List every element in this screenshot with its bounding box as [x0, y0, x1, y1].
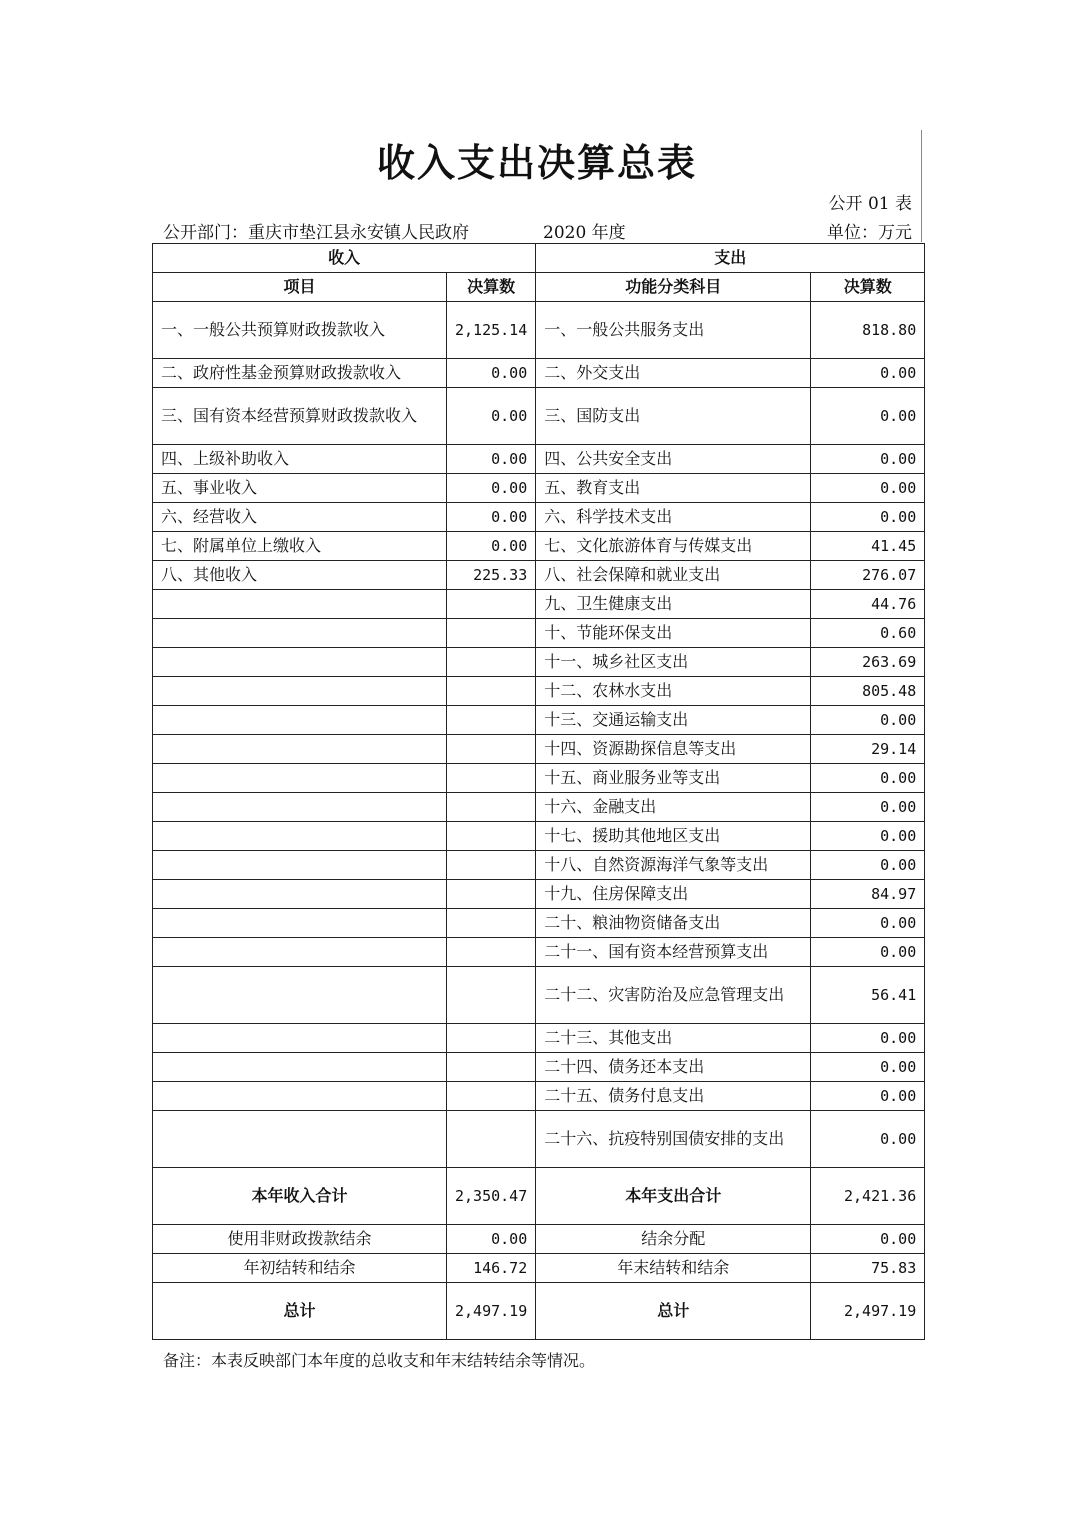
income-amount — [447, 967, 536, 1024]
income-item: 五、事业收入 — [153, 474, 447, 503]
income-item — [153, 938, 447, 967]
income-item — [153, 619, 447, 648]
expense-item: 二十、粮油物资储备支出 — [536, 909, 811, 938]
func-header: 功能分类科目 — [536, 273, 811, 302]
table-row — [153, 967, 925, 1024]
income-amount — [447, 822, 536, 851]
expense-item: 四、公共安全支出 — [536, 445, 811, 474]
income-item: 二、政府性基金预算财政拨款收入 — [153, 359, 447, 388]
expense-amount: 805.48 — [811, 677, 925, 706]
amount2-header: 决算数 — [811, 273, 925, 302]
income-amount — [447, 764, 536, 793]
income-amount: 2,125.14 — [447, 302, 536, 359]
expense-amount: 0.00 — [811, 706, 925, 735]
income-item — [153, 764, 447, 793]
section-header-row — [153, 244, 925, 273]
income-header: 收入 — [153, 244, 536, 273]
table-row — [153, 359, 925, 388]
income-item: 七、附属单位上缴收入 — [153, 532, 447, 561]
income-item: 八、其他收入 — [153, 561, 447, 590]
expense-amount: 0.60 — [811, 619, 925, 648]
expense-item: 九、卫生健康支出 — [536, 590, 811, 619]
income-amount — [447, 1111, 536, 1168]
summary-row — [153, 1283, 925, 1340]
income-amount — [447, 1053, 536, 1082]
expense-amount: 0.00 — [811, 851, 925, 880]
income-amount — [447, 590, 536, 619]
expense-amount: 276.07 — [811, 561, 925, 590]
expense-item: 八、社会保障和就业支出 — [536, 561, 811, 590]
income-item — [153, 1024, 447, 1053]
income-item — [153, 822, 447, 851]
income-amount — [447, 1082, 536, 1111]
table-row — [153, 677, 925, 706]
page-title: 收入支出决算总表 — [376, 140, 697, 185]
table-row — [153, 1053, 925, 1082]
expense-item: 十六、金融支出 — [536, 793, 811, 822]
income-amount — [447, 619, 536, 648]
table-number: 公开 01 表 — [828, 194, 912, 214]
expense-item: 三、国防支出 — [536, 388, 811, 445]
income-item — [153, 706, 447, 735]
expense-item: 十八、自然资源海洋气象等支出 — [536, 851, 811, 880]
expense-item: 二十五、债务付息支出 — [536, 1082, 811, 1111]
table-row — [153, 851, 925, 880]
expense-amount: 0.00 — [811, 503, 925, 532]
income-amount — [447, 909, 536, 938]
income-amount: 0.00 — [447, 1225, 536, 1254]
table-row — [153, 793, 925, 822]
income-amount: 146.72 — [447, 1254, 536, 1283]
expense-item: 十四、资源勘探信息等支出 — [536, 735, 811, 764]
expense-amount: 0.00 — [811, 938, 925, 967]
income-amount — [447, 706, 536, 735]
expense-amount: 29.14 — [811, 735, 925, 764]
expense-amount: 0.00 — [811, 822, 925, 851]
expense-item: 一、一般公共服务支出 — [536, 302, 811, 359]
footnote: 备注：本表反映部门本年度的总收支和年末结转结余等情况。 — [163, 1351, 596, 1370]
income-item — [153, 677, 447, 706]
expense-item: 七、文化旅游体育与传媒支出 — [536, 532, 811, 561]
expense-amount: 0.00 — [811, 474, 925, 503]
expense-amount: 818.80 — [811, 302, 925, 359]
income-item — [153, 880, 447, 909]
expense-amount: 0.00 — [811, 909, 925, 938]
table-row — [153, 590, 925, 619]
income-amount — [447, 938, 536, 967]
income-amount: 2,497.19 — [447, 1283, 536, 1340]
income-item — [153, 590, 447, 619]
table-row — [153, 474, 925, 503]
table-row — [153, 561, 925, 590]
table-row — [153, 503, 925, 532]
summary-row — [153, 1254, 925, 1283]
table-row — [153, 938, 925, 967]
income-amount: 0.00 — [447, 474, 536, 503]
income-item: 三、国有资本经营预算财政拨款收入 — [153, 388, 447, 445]
table-row — [153, 388, 925, 445]
expense-item: 十七、援助其他地区支出 — [536, 822, 811, 851]
expense-item: 本年支出合计 — [536, 1168, 811, 1225]
table-row — [153, 648, 925, 677]
expense-item: 五、教育支出 — [536, 474, 811, 503]
income-amount — [447, 648, 536, 677]
expense-amount: 44.76 — [811, 590, 925, 619]
income-item: 四、上级补助收入 — [153, 445, 447, 474]
income-amount: 0.00 — [447, 503, 536, 532]
amount-header: 决算数 — [447, 273, 536, 302]
income-item — [153, 793, 447, 822]
expense-item: 十三、交通运输支出 — [536, 706, 811, 735]
budget-table — [152, 243, 925, 1340]
expense-item: 年末结转和结余 — [536, 1254, 811, 1283]
expense-amount: 84.97 — [811, 880, 925, 909]
expense-item: 六、科学技术支出 — [536, 503, 811, 532]
expense-item: 二、外交支出 — [536, 359, 811, 388]
income-amount: 225.33 — [447, 561, 536, 590]
expense-amount: 0.00 — [811, 793, 925, 822]
income-amount — [447, 735, 536, 764]
income-amount: 0.00 — [447, 445, 536, 474]
expense-item: 二十三、其他支出 — [536, 1024, 811, 1053]
income-item — [153, 648, 447, 677]
table-row — [153, 302, 925, 359]
expense-item: 十二、农林水支出 — [536, 677, 811, 706]
income-item — [153, 1053, 447, 1082]
expense-item: 二十一、国有资本经营预算支出 — [536, 938, 811, 967]
expense-amount: 0.00 — [811, 1082, 925, 1111]
expense-amount: 0.00 — [811, 1053, 925, 1082]
income-amount: 0.00 — [447, 359, 536, 388]
expense-amount: 263.69 — [811, 648, 925, 677]
income-amount — [447, 677, 536, 706]
income-item — [153, 1111, 447, 1168]
summary-row — [153, 1225, 925, 1254]
income-item: 使用非财政拨款结余 — [153, 1225, 447, 1254]
expense-amount: 0.00 — [811, 445, 925, 474]
income-item — [153, 1082, 447, 1111]
expense-item: 十五、商业服务业等支出 — [536, 764, 811, 793]
expense-item: 结余分配 — [536, 1225, 811, 1254]
income-item — [153, 851, 447, 880]
expense-amount: 0.00 — [811, 764, 925, 793]
income-item: 本年收入合计 — [153, 1168, 447, 1225]
expense-amount: 0.00 — [811, 388, 925, 445]
table-row — [153, 909, 925, 938]
table-row — [153, 1111, 925, 1168]
expense-item: 二十二、灾害防治及应急管理支出 — [536, 967, 811, 1024]
expense-item: 二十六、抗疫特别国债安排的支出 — [536, 1111, 811, 1168]
income-amount — [447, 793, 536, 822]
income-amount — [447, 851, 536, 880]
table-body — [153, 244, 925, 1340]
table-row — [153, 764, 925, 793]
table-row — [153, 1024, 925, 1053]
income-amount: 0.00 — [447, 532, 536, 561]
income-amount — [447, 1024, 536, 1053]
table-row — [153, 735, 925, 764]
income-item: 一、一般公共预算财政拨款收入 — [153, 302, 447, 359]
income-amount — [447, 880, 536, 909]
expense-item: 总计 — [536, 1283, 811, 1340]
expense-header: 支出 — [536, 244, 925, 273]
table-row — [153, 1082, 925, 1111]
expense-amount: 0.00 — [811, 1225, 925, 1254]
column-header-row — [153, 273, 925, 302]
income-amount: 2,350.47 — [447, 1168, 536, 1225]
expense-amount: 0.00 — [811, 1111, 925, 1168]
table-row — [153, 619, 925, 648]
income-item: 总计 — [153, 1283, 447, 1340]
item-header: 项目 — [153, 273, 447, 302]
expense-amount: 0.00 — [811, 1024, 925, 1053]
expense-amount: 2,421.36 — [811, 1168, 925, 1225]
income-item — [153, 967, 447, 1024]
summary-row — [153, 1168, 925, 1225]
expense-item: 十九、住房保障支出 — [536, 880, 811, 909]
table-row — [153, 445, 925, 474]
income-item — [153, 735, 447, 764]
expense-amount: 2,497.19 — [811, 1283, 925, 1340]
expense-item: 十一、城乡社区支出 — [536, 648, 811, 677]
department: 公开部门：重庆市垫江县永安镇人民政府 — [163, 223, 469, 243]
income-item: 六、经营收入 — [153, 503, 447, 532]
expense-item: 二十四、债务还本支出 — [536, 1053, 811, 1082]
expense-amount: 56.41 — [811, 967, 925, 1024]
expense-amount: 41.45 — [811, 532, 925, 561]
income-amount: 0.00 — [447, 388, 536, 445]
expense-amount: 75.83 — [811, 1254, 925, 1283]
table-row — [153, 822, 925, 851]
table-row — [153, 706, 925, 735]
table-row — [153, 880, 925, 909]
income-item: 年初结转和结余 — [153, 1254, 447, 1283]
unit: 单位：万元 — [827, 223, 912, 243]
table-row — [153, 532, 925, 561]
expense-item: 十、节能环保支出 — [536, 619, 811, 648]
income-item — [153, 909, 447, 938]
expense-amount: 0.00 — [811, 359, 925, 388]
year: 2020 年度 — [543, 223, 626, 243]
